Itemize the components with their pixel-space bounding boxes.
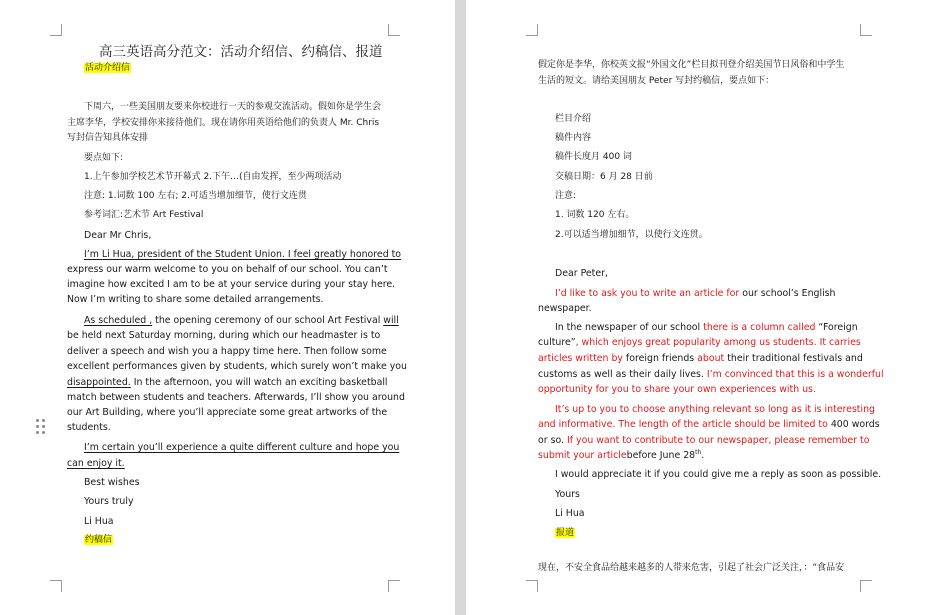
paragraph-line: I’d like to ask you to write an article for our school’s English xyxy=(555,288,836,299)
paragraph-line: I’m certain you’ll experience a quite different culture and hope you xyxy=(84,442,400,453)
letter-greeting: Dear Mr Chris, xyxy=(84,230,152,241)
letter-greeting: Dear Peter, xyxy=(555,268,608,279)
letter-closing: Yours truly xyxy=(84,496,134,507)
paragraph-line: excellent performances given by students, which surely won’t make you xyxy=(67,361,407,372)
task-line: 现在，不安全食品给越来越多的人带来危害，引起了社会广泛关注，：“食品安 xyxy=(538,563,845,573)
requirement-item: 栏目介绍 xyxy=(555,114,592,124)
paragraph-line: disappointed. In the afternoon, you will watch an exciting basketball xyxy=(67,377,388,388)
document-title: 高三英语高分范文：活动介绍信、约稿信、报道 xyxy=(99,44,383,60)
document-page-left xyxy=(0,0,455,615)
page-corner-mark xyxy=(388,580,400,592)
requirement-item: 交稿日期：6 月 28 日前 xyxy=(555,172,653,182)
requirement-item: 注意: xyxy=(555,191,577,201)
paragraph-line: be held next Saturday morning, during which our headmaster is to xyxy=(67,330,381,341)
paragraph-line: I would appreciate it if you could give me a reply as soon as possible. xyxy=(555,469,882,480)
paragraph-line: or so. If you want to contribute to our newspaper, please remember to xyxy=(538,435,870,446)
paragraph-line: submit your articlebefore June 28th. xyxy=(538,448,705,461)
paragraph-line: students. xyxy=(67,422,111,433)
paragraph-line: our Art Building, where you’ll appreciate some great artworks of the xyxy=(67,407,388,418)
paragraph-line: culture”, which enjoys great popularity among us students. It carries xyxy=(538,337,861,348)
point-item: 1.上午参加学校艺术节开幕式 2.下午…(自由发挥，至少两项活动 xyxy=(84,172,342,182)
paragraph-line: newspaper. xyxy=(538,303,592,314)
page-corner-mark xyxy=(388,24,400,36)
letter-closing: Best wishes xyxy=(84,477,140,488)
points-label: 要点如下: xyxy=(84,153,124,163)
section-heading-invitation-letter: 约稿信 xyxy=(85,535,113,545)
paragraph-line: express our warm welcome to you on behalf of our school. You can’t xyxy=(67,264,388,275)
page-corner-mark xyxy=(526,580,538,592)
page-corner-mark xyxy=(50,24,62,36)
paragraph-line: As scheduled , the opening ceremony of our school Art Festival will xyxy=(84,315,399,326)
paragraph-line: deliver a speech and wish you a happy time here. Then follow some xyxy=(67,346,387,357)
page-corner-mark xyxy=(860,24,872,36)
document-page-right xyxy=(466,0,931,615)
task-line: 假定你是李华，你校英文报“外国文化”栏目拟刊登介绍美国节日风俗和中学生 xyxy=(538,60,845,70)
paragraph-line: can enjoy it. xyxy=(67,458,125,469)
paragraph-line: articles written by foreign friends about their traditional festivals and xyxy=(538,353,863,364)
task-line: 写封信告知具体安排 xyxy=(67,133,149,143)
paragraph-line: I’m Li Hua, president of the Student Union. I feel greatly honored to xyxy=(84,249,402,260)
drag-handle-icon[interactable] xyxy=(36,419,46,435)
task-line: 下周六，一些美国朋友要来你校进行一天的参观交流活动。假如你是学生会 xyxy=(84,102,382,112)
paragraph-line: opportunity for you to share your own experiences with us. xyxy=(538,384,816,395)
paragraph-line: It’s up to you to choose anything relevant so long as it is interesting xyxy=(555,404,875,415)
section-heading-report: 报道 xyxy=(556,528,575,538)
paragraph-line: imagine how excited I am to be at your service during your stay here. xyxy=(67,279,396,290)
requirement-item: 2.可以适当增加细节，以使行文连贯。 xyxy=(555,230,708,240)
page-corner-mark xyxy=(860,580,872,592)
requirement-item: 1. 词数 120 左右。 xyxy=(555,210,635,220)
paragraph-line: In the newspaper of our school there is a column called “Foreign xyxy=(555,322,858,333)
paragraph-line: and informative. The length of the article should be limited to 400 words xyxy=(538,419,880,430)
requirement-item: 稿件内容 xyxy=(555,133,592,143)
letter-closing: Yours xyxy=(555,489,580,500)
requirement-item: 稿件长度月 400 词 xyxy=(555,152,632,162)
task-line: 主席李华，学校安排你来接待他们。现在请你用英语给他们的负责人 Mr. Chris xyxy=(67,118,380,128)
page-corner-mark xyxy=(526,24,538,36)
vocab-line: 参考词汇:艺术节 Art Festival xyxy=(84,210,204,220)
page-corner-mark xyxy=(50,580,62,592)
paragraph-line: customs as well as their daily lives. I’m convinced that this is a wonderful xyxy=(538,369,884,380)
letter-signature: Li Hua xyxy=(555,508,585,519)
section-heading-activity-letter: 活动介绍信 xyxy=(85,63,131,73)
letter-signature: Li Hua xyxy=(84,516,114,527)
note-line: 注意: 1.词数 100 左右; 2.可适当增加细节，使行文连贯 xyxy=(84,191,307,201)
task-line: 生活的短文。请给美国朋友 Peter 写封约稿信，要点如下： xyxy=(538,76,775,86)
paragraph-line: Now I’m writing to share some detailed arrangements. xyxy=(67,294,324,305)
paragraph-line: match between students and teachers. Afterwards, I’ll show you around xyxy=(67,392,405,403)
